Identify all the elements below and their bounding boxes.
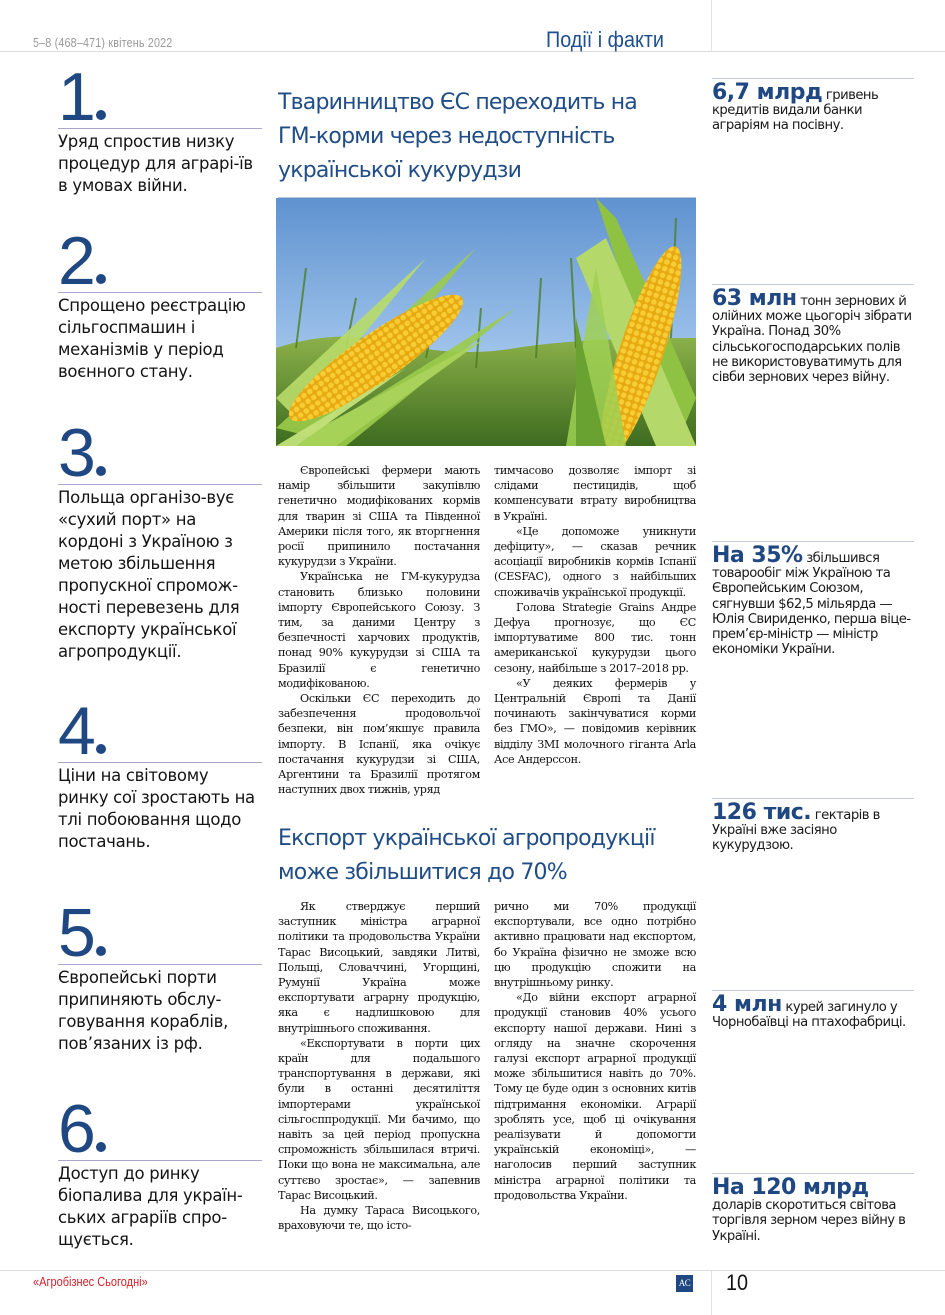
right-column-divider-bottom: [711, 1271, 712, 1315]
fact-3: [712, 541, 912, 657]
article-1-column-2: [494, 463, 696, 767]
footer-rule: [0, 1270, 945, 1271]
paragraph: рично ми 70% продукції експортували, все одно потрібно активно працювати над експортом, бо Україна фізично не зможе всю цю продукцію спожити на внутрішньому ринку.: [494, 900, 696, 990]
fact-highlight: 6,7 млрд: [712, 80, 823, 105]
page-number: 10: [726, 1270, 749, 1295]
item-text: Польща організо-вує «сухий порт» на кордоні з Україною з метою збільшення пропускної спромож-ності перевезень для експорту української агропродукції.: [58, 488, 240, 661]
fact-1: [712, 78, 912, 134]
fact-text: 6,7 млрд гривень кредитів видали банки аграріям на посівну.: [712, 80, 879, 134]
fact-text: На 35% збільшився товарообіг між Україною та Європейським Союзом, сягнувши $62,5 мільярда — Юлія Свириденко, перша віце-прем’єр-міністр — міністр економіки України.: [712, 543, 911, 658]
paragraph: тимчасово дозволяє імпорт зі слідами пестицидів, щоб компенсувати втрату виробництва в Україні.: [494, 464, 696, 523]
article-1-column-1: [278, 463, 480, 797]
corn-photo: [276, 198, 696, 446]
divider: [712, 78, 914, 79]
numbered-item-5: [58, 895, 262, 1055]
article-1-title: Тваринництво ЄС переходить на ГМ-корми через недоступність української кукурудзи: [278, 90, 637, 183]
divider: [712, 284, 914, 285]
item-text: Доступ до ринку біопалива для україн-ських аграріїв спро-щується.: [58, 1164, 243, 1249]
article-2-title: Експорт української агропродукції може збільшитися до 70%: [278, 826, 655, 885]
item-text: Європейські порти припиняють обслу-говування кораблів, пов’язаних із рф.: [58, 968, 229, 1053]
fact-6: [712, 1173, 912, 1244]
fact-text: 63 млн тонн зернових й олійних може цьогоріч зібрати Україна. Понад 30% сільськогосподарських полів не використовуватимуть для сівби зернових через війну.: [712, 286, 912, 386]
paragraph: «Експортувати в порти цих країн для подальшого транспортування в держави, які були в останні десятиліття імпортерами української сільгосппродукції. Ми бачимо, що навіть за цей період пропускна спроможність збільшилася втричі. Поки що вона не максимальна, але суттєво зростає», — запевнив Тарас Висоцький.: [278, 1036, 480, 1202]
divider: [712, 1173, 914, 1174]
item-text: Уряд спростив низку процедур для аграрі-їв в умовах війни.: [58, 132, 253, 195]
paragraph: На думку Тараса Висоцького, враховуючи те, що істо-: [278, 1204, 480, 1233]
fact-text: На 120 млрд доларів скоротиться світова торгівля зерном через війну в Україні.: [712, 1175, 906, 1244]
fact-5: [712, 990, 912, 1030]
numbered-item-2: [58, 223, 262, 383]
article-2-column-2: [494, 899, 696, 1203]
fact-highlight: 63 млн: [712, 286, 797, 311]
paragraph: Голова Strategie Grains Андре Дефуа прогнозує, що ЄС імпортуватиме 800 тис. тонн американської кукурудзи цього сезону, найбільше з 2017–2018 рр.: [494, 600, 696, 675]
fact-highlight: На 120 млрд: [712, 1175, 869, 1200]
header-rule: [0, 51, 945, 52]
numbered-item-3: [58, 415, 262, 663]
paragraph: Європейські фермери мають намір збільшити закупівлю генетично модифікованих кормів для тварин зі США та Південної Америки після того, як вторгнення росії припинило постачання кукурудзи з України.: [278, 464, 480, 569]
publication-logo-icon: AC: [676, 1275, 693, 1292]
paragraph: Українська не ГМ-кукурудза становить близько половини імпорту Європейського Союзу. З тим, за даними Центру з безпечності харчових продуктів, понад 90% кукурудзи зі США та Бразилії є генетично модифікованою.: [278, 570, 480, 690]
article-2-column-1: [278, 899, 480, 1233]
right-column-divider-top: [711, 0, 712, 51]
item-number: 1: [58, 68, 262, 126]
item-number: 3: [58, 424, 262, 482]
fact-highlight: 126 тис.: [712, 800, 812, 825]
issue-info: 5–8 (468–471) квітень 2022: [33, 36, 173, 50]
item-text: Спрощено реєстрацію сільгоспмашин і механізмів у період воєнного стану.: [58, 296, 246, 381]
item-text: Ціни на світовому ринку сої зростають на тлі побоювання щодо постачань.: [58, 766, 255, 851]
divider: [712, 798, 914, 799]
item-number: 2: [58, 232, 262, 290]
numbered-item-4: [58, 693, 262, 853]
section-title: Події і факти: [546, 27, 664, 52]
paragraph: «До війни експорт аграрної продукції становив 40% усього експорту нашої держави. Нині з огляду на значне скорочення галузі експорт аграрної продукції може збільшитися навіть до 70%. Тому це буде один з основних китів підтримання економіки. Аграрії зроблять усе, щоб ці очікування реалізувати й допомогти українській економіці», — наголосив перший заступник міністра аграрної політики та продовольства України.: [494, 991, 696, 1202]
divider: [712, 541, 914, 542]
paragraph: «У деяких фермерів у Центральній Європі та Данії починають закінчуватися корми без ГМО», — повідомив керівник відділу ЗМІ молочного гіганта Arla Асе Андерссон.: [494, 676, 696, 766]
item-number: 6: [58, 1100, 262, 1158]
numbered-item-1: [58, 59, 262, 197]
divider: [712, 990, 914, 991]
numbered-item-6: [58, 1091, 262, 1251]
paragraph: «Це допоможе уникнути дефіциту», — сказав речник асоціації виробників кормів Іспанії (CESFAC), одного з найбільших споживачів української продукції.: [494, 524, 696, 599]
publication-name: «Агробізнес Сьогодні»: [33, 1275, 148, 1289]
item-number: 4: [58, 702, 262, 760]
fact-text: 126 тис. гектарів в Україні вже засіяно кукурудзою.: [712, 800, 880, 854]
item-number: 5: [58, 904, 262, 962]
fact-4: [712, 798, 912, 854]
fact-highlight: 4 млн: [712, 992, 782, 1017]
paragraph: Як стверджує перший заступник міністра аграрної політики та продовольства України Тарас Висоцький, завдяки Литві, Польщі, Словаччині, Угорщині, Румунії Україна може експортувати аграрну продукцію, яка є надлишковою для внутрішнього споживання.: [278, 900, 480, 1035]
fact-highlight: На 35%: [712, 543, 803, 568]
fact-2: [712, 284, 912, 385]
fact-text: 4 млн курей загинуло у Чорнобаївці на птахофабриці.: [712, 992, 906, 1031]
paragraph: Оскільки ЄС переходить до забезпечення продовольчої безпеки, він пом’якшує правила імпорту. В Іспанії, яка очікує постачання кукурудзи зі США, Аргентини та Бразилії протягом наступних двох тижнів, уряд: [278, 692, 480, 797]
